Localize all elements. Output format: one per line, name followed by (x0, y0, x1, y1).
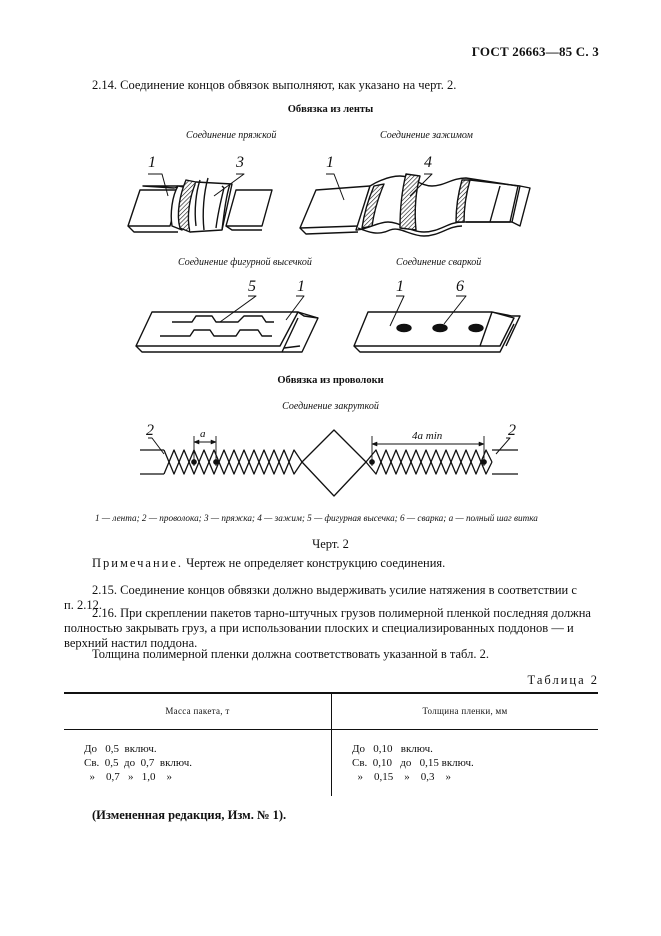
document-header: ГОСТ 26663—85 С. 3 (471, 44, 599, 59)
table-thickness-row-2: Св. 0,10 до 0,15 включ. (352, 757, 474, 769)
clamp-joint-sketch (300, 174, 530, 236)
note-label: Примечание. (92, 556, 184, 570)
twist-joint-sketch (140, 430, 518, 496)
table-thickness-row-1: До 0,10 включ. (352, 743, 433, 755)
note-text: Чертеж не определяет конструкцию соединения. (186, 556, 446, 570)
clause-2-15-line-2: п. 2.12. (64, 598, 102, 612)
clause-2-16-line-3: верхний настил поддона. (64, 636, 198, 650)
callout-1-weld: 1 (396, 278, 404, 295)
callout-1-clamp: 1 (326, 154, 334, 171)
label-cut-joint: Соединение фигурной высечкой (178, 257, 312, 268)
figure-caption: Черт. 2 (312, 537, 349, 551)
label-clamp-joint: Соединение зажимом (380, 130, 473, 141)
table-mass-row-1: До 0,5 включ. (84, 743, 157, 755)
callout-2-wire-right: 2 (508, 422, 516, 439)
buckle-joint-sketch (128, 178, 272, 232)
clause-2-16-line-1: 2.16. При скреплении пакетов тарно-штучных грузов полимерной пленкой последняя должна (92, 606, 591, 620)
clause-2-15-line-1: 2.15. Соединение концов обвязки должно выдерживать усилие натяжения в соответствии с (92, 583, 577, 597)
cut-joint-sketch (136, 312, 318, 352)
dimension-4a-min: 4a min (412, 430, 443, 442)
callout-1-cut: 1 (297, 278, 305, 295)
clause-2-14: 2.14. Соединение концов обвязок выполняют, как указано на черт. 2. (92, 78, 457, 92)
weld-joint-sketch (354, 312, 520, 352)
figure-legend: 1 — лента; 2 — проволока; 3 — пряжка; 4 — зажим; 5 — фигурная высечка; 6 — сварка; a — полный шаг витка (95, 513, 538, 523)
note (92, 556, 445, 572)
table-mass-row-2: Св. 0,5 до 0,7 включ. (84, 757, 192, 769)
clause-2-16-line-2: полностью закрывать груз, а при использовании плоских и специализированных поддонов — и (64, 621, 574, 635)
callout-4-clamp: 4 (424, 154, 432, 171)
callout-1-buckle: 1 (148, 154, 156, 171)
label-twist-joint: Соединение закруткой (282, 401, 379, 412)
section-tape-title: Обвязка из ленты (287, 104, 374, 115)
film-thickness-sentence: Толщина полимерной пленки должна соответствовать указанной в табл. 2. (92, 647, 489, 661)
amendment-note: (Измененная редакция, Изм. № 1). (92, 808, 287, 822)
table-col-thickness-header: Толщина пленки, мм (422, 706, 508, 716)
callout-3-buckle: 3 (236, 154, 244, 171)
callout-2-wire-left: 2 (146, 422, 154, 439)
dimension-a: a (200, 428, 206, 440)
table-thickness-row-3: » 0,15 » 0,3 » (352, 771, 451, 783)
label-weld-joint: Соединение сваркой (396, 257, 482, 268)
table-col-mass-header: Масса пакета, т (165, 706, 230, 716)
table-mass-row-3: » 0,7 » 1,0 » (84, 771, 172, 783)
callout-6-weld: 6 (456, 278, 464, 295)
section-wire-title: Обвязка из проволоки (277, 375, 384, 386)
callout-5-cut: 5 (248, 278, 256, 295)
label-buckle-joint: Соединение пряжкой (186, 130, 277, 141)
table-title: Таблица 2 (527, 673, 599, 687)
